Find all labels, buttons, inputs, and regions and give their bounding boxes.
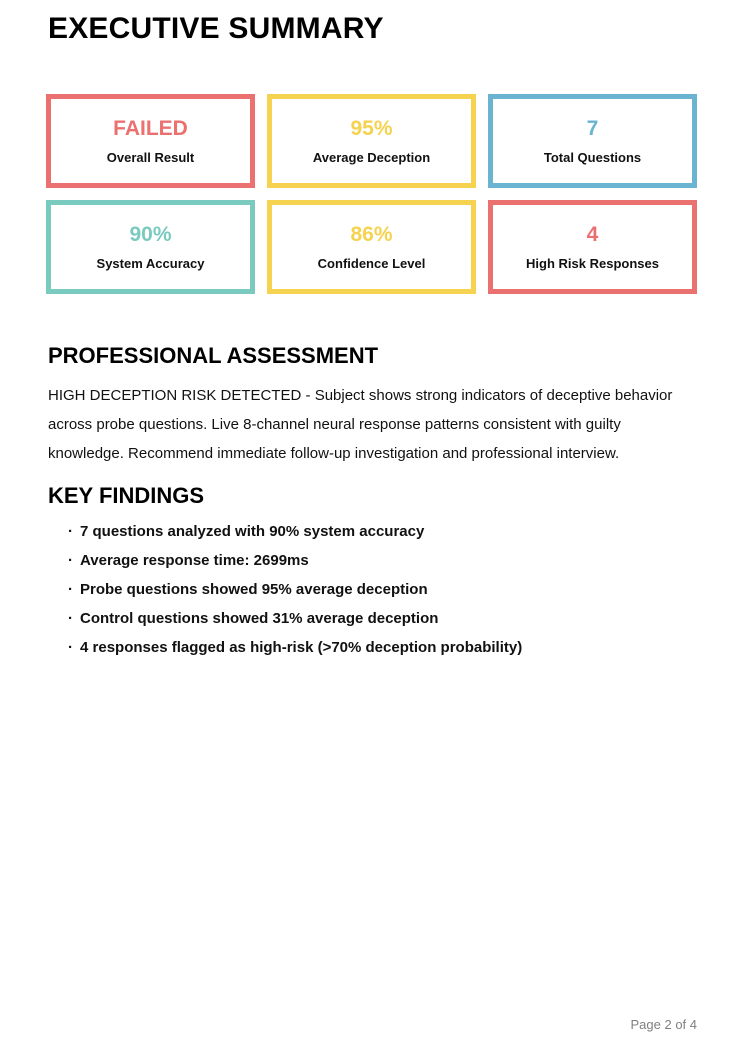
report-page	[0, 14, 743, 662]
stat-card	[46, 94, 255, 188]
professional-assessment-heading: PROFESSIONAL ASSESSMENT	[48, 343, 379, 368]
key-finding-item	[68, 633, 697, 662]
bullet-icon: ·	[68, 639, 73, 656]
bullet-icon: ·	[68, 610, 73, 627]
stat-card-value: 86%	[350, 223, 393, 246]
key-finding-text: 7 questions analyzed with 90% system accuracy	[80, 523, 425, 540]
key-finding-item	[68, 546, 697, 575]
key-finding-text: Probe questions showed 95% average deception	[80, 581, 428, 598]
stat-card-value: 90%	[129, 223, 172, 246]
key-finding-item	[68, 517, 697, 546]
stat-card-label: Average Deception	[312, 150, 431, 165]
stat-card-value: 7	[586, 117, 599, 140]
key-finding-item	[68, 575, 697, 604]
stat-card-label: High Risk Responses	[526, 256, 659, 271]
key-finding-text: 4 responses flagged as high-risk (>70% deception probability)	[80, 639, 523, 656]
bullet-icon: ·	[68, 581, 73, 598]
bullet-icon: ·	[68, 552, 73, 569]
stat-card	[46, 200, 255, 294]
stat-card-label: System Accuracy	[96, 256, 205, 271]
stat-card-value: FAILED	[113, 117, 188, 140]
key-finding-item	[68, 604, 697, 633]
bullet-icon: ·	[68, 523, 73, 540]
page-number: Page 2 of 4	[630, 1017, 697, 1032]
page-title: EXECUTIVE SUMMARY	[48, 12, 384, 45]
key-finding-text: Average response time: 2699ms	[80, 552, 309, 569]
professional-assessment-text: HIGH DECEPTION RISK DETECTED - Subject shows strong indicators of deceptive behavior across probe questions. Live 8-channel neural response patterns consistent with guilty knowledge. Recommend immediate follow-up investigation and professional interview.	[48, 387, 673, 462]
key-findings-list	[68, 517, 697, 662]
stat-cards-grid	[46, 94, 697, 294]
stat-card-label: Total Questions	[543, 150, 642, 165]
stat-card-value: 4	[586, 223, 599, 246]
stat-card-label: Overall Result	[106, 150, 195, 165]
key-findings-heading: KEY FINDINGS	[48, 483, 205, 508]
stat-card-value: 95%	[350, 117, 393, 140]
stat-card-label: Confidence Level	[317, 256, 426, 271]
stat-card	[267, 200, 476, 294]
stat-card	[488, 200, 697, 294]
key-finding-text: Control questions showed 31% average deception	[80, 610, 439, 627]
stat-card	[267, 94, 476, 188]
stat-card	[488, 94, 697, 188]
